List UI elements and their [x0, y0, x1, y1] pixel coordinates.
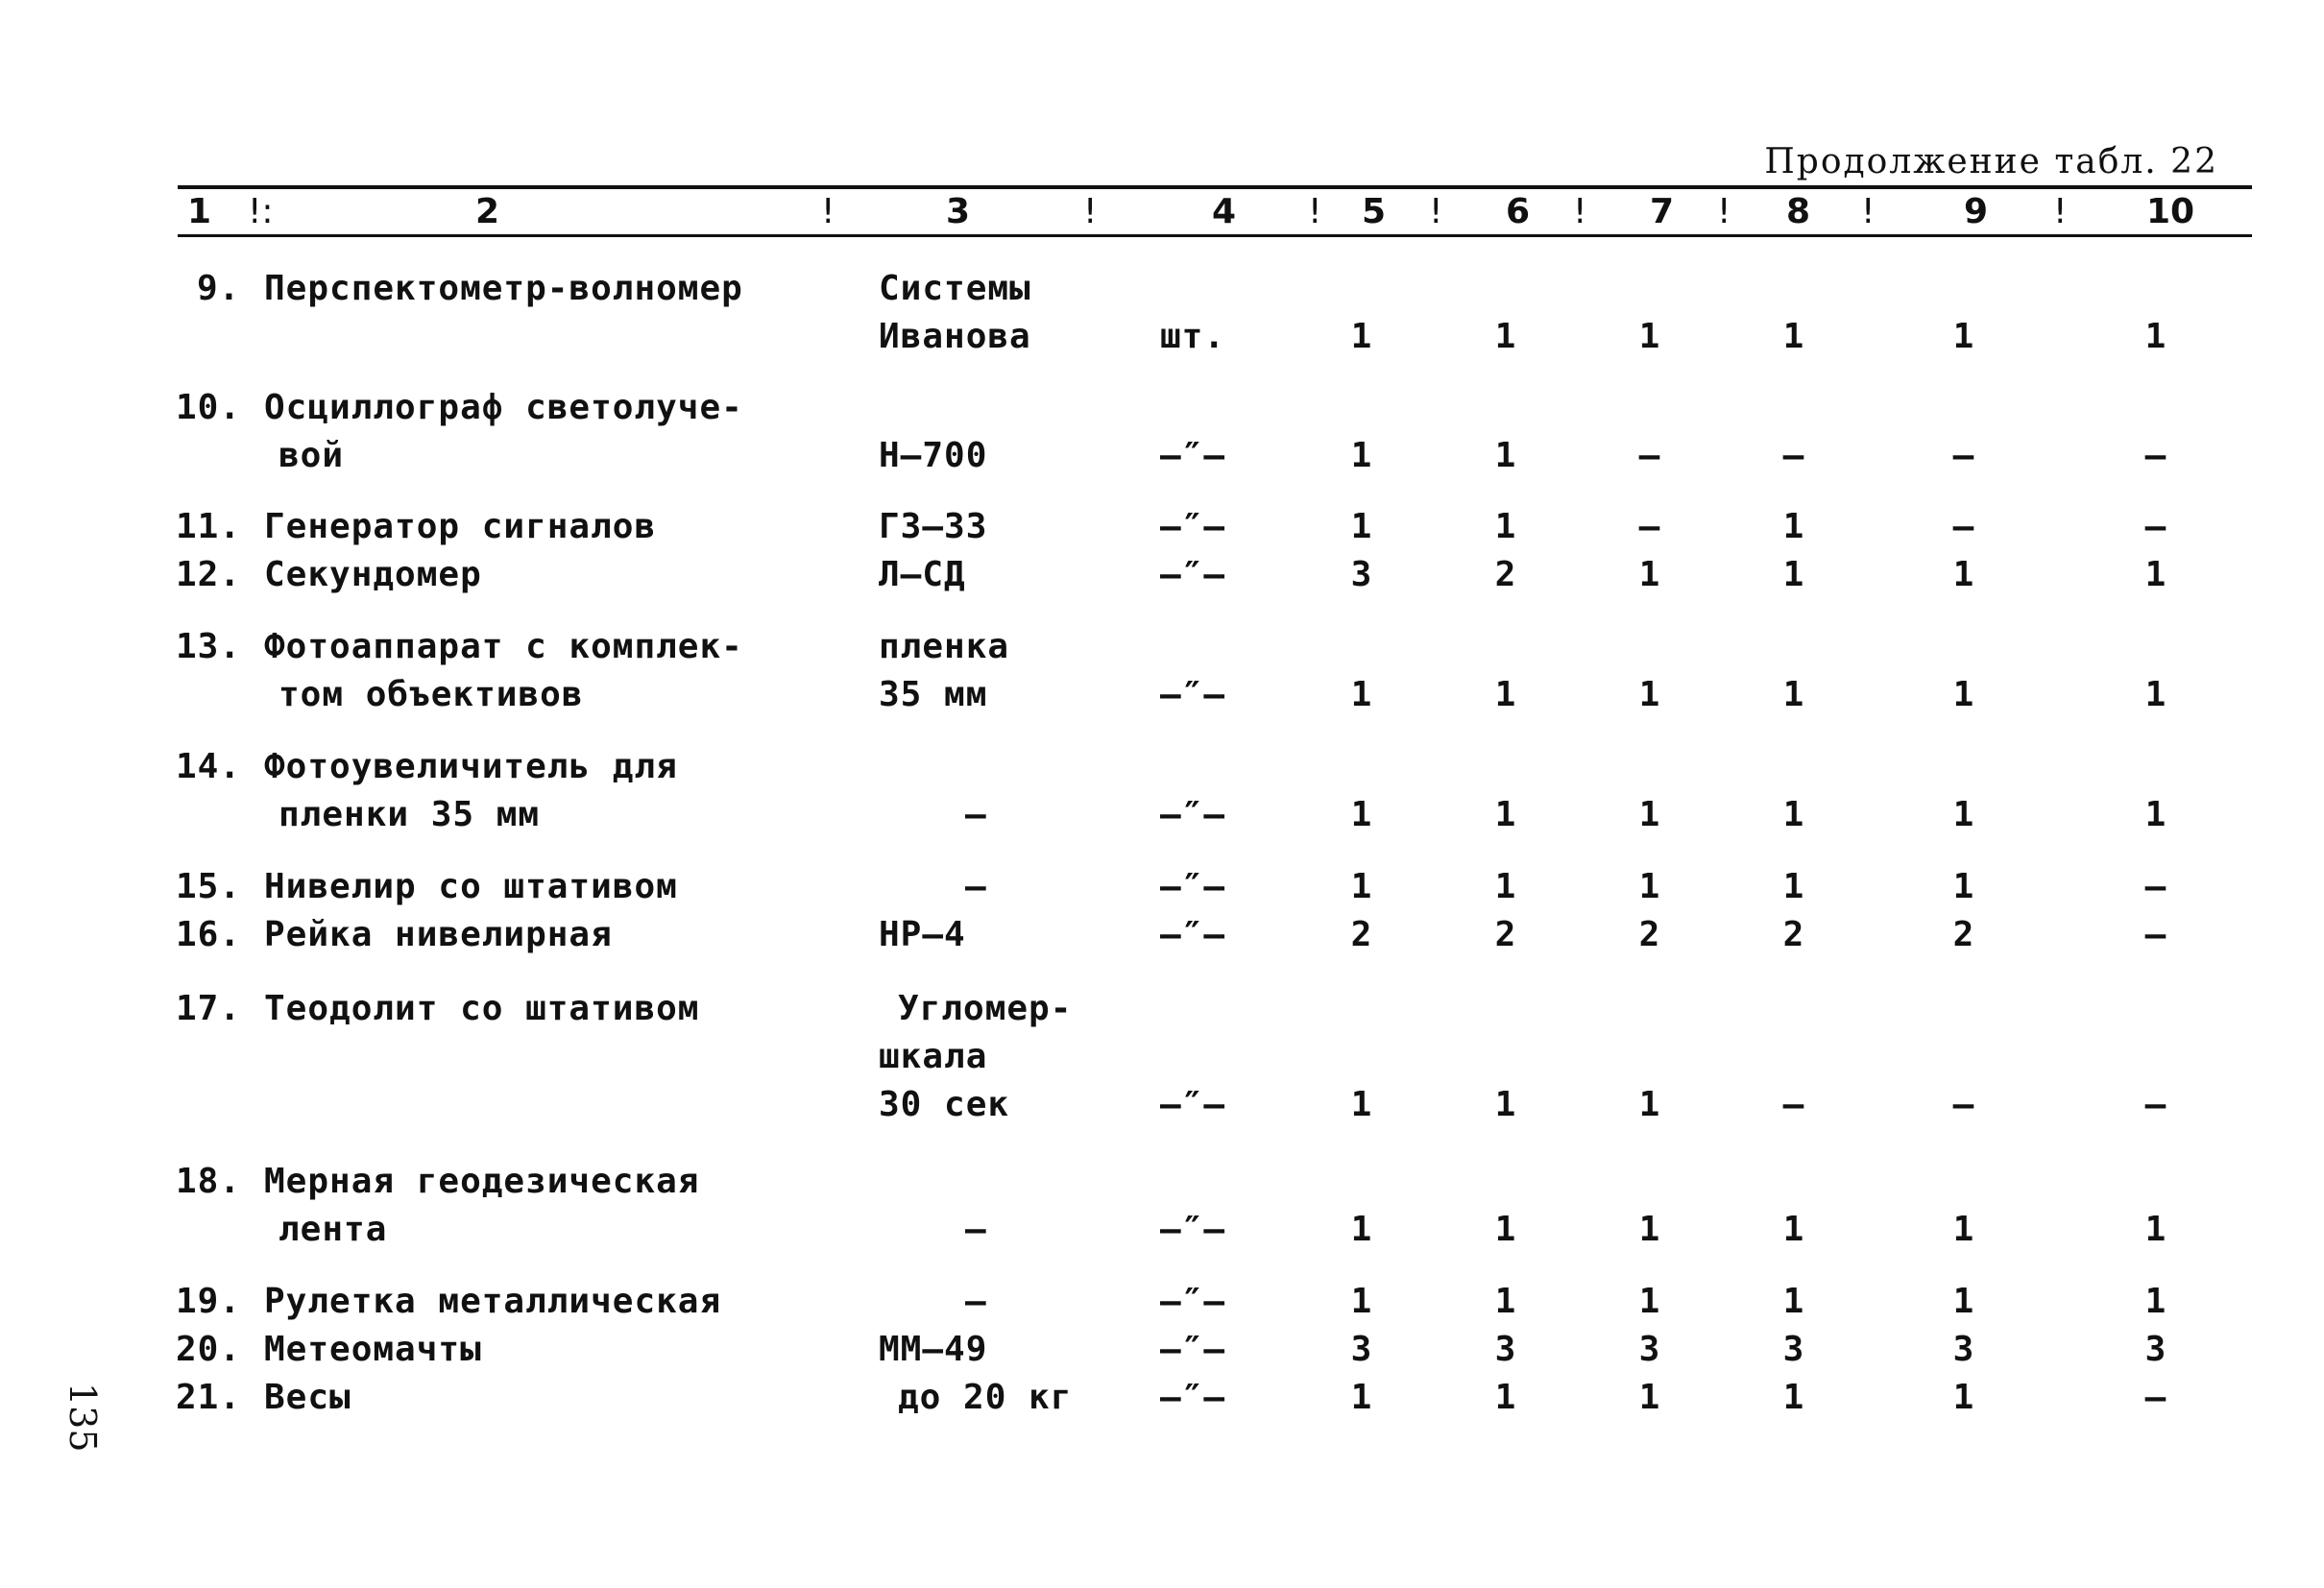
item-name: том объективов [278, 675, 584, 714]
qty-col-7: 1 [1638, 1282, 1661, 1321]
qty-col-9: 3 [1952, 1330, 1975, 1369]
qty-col-7: – [1638, 436, 1661, 475]
qty-col-8: 1 [1782, 867, 1805, 906]
qty-col-7: 1 [1638, 1085, 1661, 1124]
header-separator: ! [1083, 192, 1098, 231]
row-number: 18. [176, 1162, 242, 1201]
item-name: Секундомер [264, 555, 482, 594]
qty-col-7: 3 [1638, 1330, 1661, 1369]
qty-col-6: 1 [1494, 507, 1517, 546]
row-number: 20. [176, 1330, 242, 1369]
qty-col-8: 1 [1782, 1378, 1805, 1417]
header-col-8: 8 [1786, 192, 1811, 231]
qty-col-10: – [2144, 1378, 2167, 1417]
table-caption: Продолжение табл. 22 [1764, 142, 2218, 181]
item-name: Генератор сигналов [264, 507, 657, 546]
header-separator: ! [821, 192, 835, 231]
qty-col-10: 3 [2144, 1330, 2167, 1369]
qty-col-8: 3 [1782, 1330, 1805, 1369]
qty-col-7: 1 [1638, 675, 1661, 714]
item-type: Л–СД [879, 555, 966, 594]
qty-col-10: 1 [2144, 555, 2167, 594]
qty-col-10: – [2144, 1085, 2167, 1124]
item-unit: –″– [1160, 867, 1226, 906]
qty-col-8: 1 [1782, 795, 1805, 834]
qty-col-6: 1 [1494, 1378, 1517, 1417]
item-type: до 20 кг [898, 1378, 1073, 1417]
page-number: 135 [61, 1383, 104, 1453]
item-type: Иванова [879, 317, 1031, 356]
item-unit: –″– [1160, 1378, 1226, 1417]
item-name: пленки 35 мм [278, 795, 541, 834]
qty-col-8: 1 [1782, 317, 1805, 356]
qty-col-5: 1 [1350, 317, 1373, 356]
qty-col-6: 1 [1494, 1210, 1517, 1249]
header-col-3: 3 [946, 192, 971, 231]
qty-col-8: 1 [1782, 507, 1805, 546]
item-name: Фотоаппарат с комплек- [264, 627, 743, 666]
item-unit: –″– [1160, 915, 1226, 954]
qty-col-7: 1 [1638, 1210, 1661, 1249]
header-col-9: 9 [1964, 192, 1989, 231]
header-separator: !: [248, 192, 274, 231]
qty-col-5: 1 [1350, 795, 1373, 834]
qty-col-6: 2 [1494, 915, 1517, 954]
row-number: 21. [176, 1378, 242, 1417]
qty-col-7: 1 [1638, 555, 1661, 594]
qty-col-9: 1 [1952, 675, 1975, 714]
qty-col-10: – [2144, 867, 2167, 906]
item-unit: –″– [1160, 1085, 1226, 1124]
item-unit: –″– [1160, 507, 1226, 546]
qty-col-10: 1 [2144, 675, 2167, 714]
qty-col-8: 2 [1782, 915, 1805, 954]
qty-col-10: 1 [2144, 1210, 2167, 1249]
header-separator: ! [1717, 192, 1731, 231]
row-number: 12. [176, 555, 242, 594]
header-separator: ! [1429, 192, 1443, 231]
item-name: вой [278, 436, 345, 475]
qty-col-9: – [1952, 436, 1975, 475]
qty-col-8: 1 [1782, 675, 1805, 714]
qty-col-7: 1 [1638, 1378, 1661, 1417]
qty-col-6: 2 [1494, 555, 1517, 594]
item-name: Весы [264, 1378, 351, 1417]
item-name: Рулетка металлическая [264, 1282, 722, 1321]
header-separator: ! [1573, 192, 1587, 231]
qty-col-10: – [2144, 436, 2167, 475]
item-type: – [965, 1282, 987, 1321]
qty-col-10: – [2144, 507, 2167, 546]
qty-col-6: 1 [1494, 1085, 1517, 1124]
qty-col-8: 1 [1782, 555, 1805, 594]
header-separator: ! [2053, 192, 2068, 231]
qty-col-7: 1 [1638, 795, 1661, 834]
qty-col-8: – [1782, 436, 1805, 475]
qty-col-8: – [1782, 1085, 1805, 1124]
qty-col-5: 1 [1350, 867, 1373, 906]
qty-col-5: 1 [1350, 1378, 1373, 1417]
item-name: Рейка нивелирная [264, 915, 613, 954]
qty-col-9: 1 [1952, 1282, 1975, 1321]
item-unit: шт. [1160, 317, 1226, 356]
item-name: Теодолит со штативом [264, 989, 700, 1028]
header-col-1: 1 [187, 192, 212, 231]
item-unit: –″– [1160, 1282, 1226, 1321]
row-number: 9. [197, 269, 241, 308]
item-unit: –″– [1160, 1330, 1226, 1369]
qty-col-5: 3 [1350, 1330, 1373, 1369]
row-number: 13. [176, 627, 242, 666]
qty-col-9: – [1952, 507, 1975, 546]
qty-col-7: 1 [1638, 867, 1661, 906]
item-name: Осциллограф светолуче- [264, 388, 743, 427]
row-number: 19. [176, 1282, 242, 1321]
qty-col-9: 1 [1952, 867, 1975, 906]
row-number: 11. [176, 507, 242, 546]
qty-col-5: 1 [1350, 436, 1373, 475]
item-type: – [965, 867, 987, 906]
item-type: Системы [879, 269, 1031, 308]
qty-col-6: 1 [1494, 1282, 1517, 1321]
qty-col-5: 1 [1350, 1085, 1373, 1124]
qty-col-6: 1 [1494, 436, 1517, 475]
qty-col-6: 1 [1494, 867, 1517, 906]
qty-col-10: – [2144, 915, 2167, 954]
item-unit: –″– [1160, 1210, 1226, 1249]
qty-col-9: 1 [1952, 795, 1975, 834]
qty-col-6: 3 [1494, 1330, 1517, 1369]
header-col-6: 6 [1506, 192, 1531, 231]
header-col-5: 5 [1362, 192, 1387, 231]
qty-col-7: – [1638, 507, 1661, 546]
item-type: Г3–33 [879, 507, 988, 546]
item-unit: –″– [1160, 555, 1226, 594]
qty-col-5: 3 [1350, 555, 1373, 594]
qty-col-9: – [1952, 1085, 1975, 1124]
header-separator: ! [1308, 192, 1322, 231]
qty-col-5: 2 [1350, 915, 1373, 954]
header-separator: ! [1861, 192, 1876, 231]
item-name: Перспектометр-волномер [264, 269, 743, 308]
qty-col-10: 1 [2144, 1282, 2167, 1321]
item-type: шкала [879, 1037, 988, 1076]
row-number: 17. [176, 989, 242, 1028]
header-col-2: 2 [475, 192, 500, 231]
header-col-10: 10 [2146, 192, 2195, 231]
qty-col-9: 1 [1952, 555, 1975, 594]
item-type: пленка [879, 627, 1010, 666]
qty-col-9: 1 [1952, 1378, 1975, 1417]
qty-col-6: 1 [1494, 795, 1517, 834]
qty-col-6: 1 [1494, 317, 1517, 356]
item-type: ММ–49 [879, 1330, 988, 1369]
header-bottom-rule [178, 234, 2252, 237]
item-type: 35 мм [879, 675, 988, 714]
row-number: 16. [176, 915, 242, 954]
qty-col-5: 1 [1350, 1282, 1373, 1321]
item-type: Угломер- [898, 989, 1073, 1028]
item-type: 30 сек [879, 1085, 1010, 1124]
qty-col-5: 1 [1350, 507, 1373, 546]
item-type: – [965, 795, 987, 834]
item-type: НР–4 [879, 915, 966, 954]
item-name: Фотоувеличитель для [264, 747, 678, 786]
item-unit: –″– [1160, 436, 1226, 475]
qty-col-8: 1 [1782, 1282, 1805, 1321]
qty-col-8: 1 [1782, 1210, 1805, 1249]
qty-col-10: 1 [2144, 317, 2167, 356]
header-col-7: 7 [1650, 192, 1675, 231]
qty-col-6: 1 [1494, 675, 1517, 714]
row-number: 15. [176, 867, 242, 906]
header-top-rule [178, 185, 2252, 189]
item-name: лента [278, 1210, 388, 1249]
qty-col-10: 1 [2144, 795, 2167, 834]
row-number: 10. [176, 388, 242, 427]
header-col-4: 4 [1212, 192, 1237, 231]
item-unit: –″– [1160, 675, 1226, 714]
qty-col-5: 1 [1350, 1210, 1373, 1249]
item-name: Нивелир со штативом [264, 867, 678, 906]
qty-col-7: 2 [1638, 915, 1661, 954]
qty-col-9: 1 [1952, 1210, 1975, 1249]
row-number: 14. [176, 747, 242, 786]
qty-col-9: 1 [1952, 317, 1975, 356]
item-type: – [965, 1210, 987, 1249]
item-name: Мерная геодезическая [264, 1162, 700, 1201]
qty-col-9: 2 [1952, 915, 1975, 954]
qty-col-7: 1 [1638, 317, 1661, 356]
item-unit: –″– [1160, 795, 1226, 834]
item-type: Н–700 [879, 436, 988, 475]
qty-col-5: 1 [1350, 675, 1373, 714]
item-name: Метеомачты [264, 1330, 482, 1369]
